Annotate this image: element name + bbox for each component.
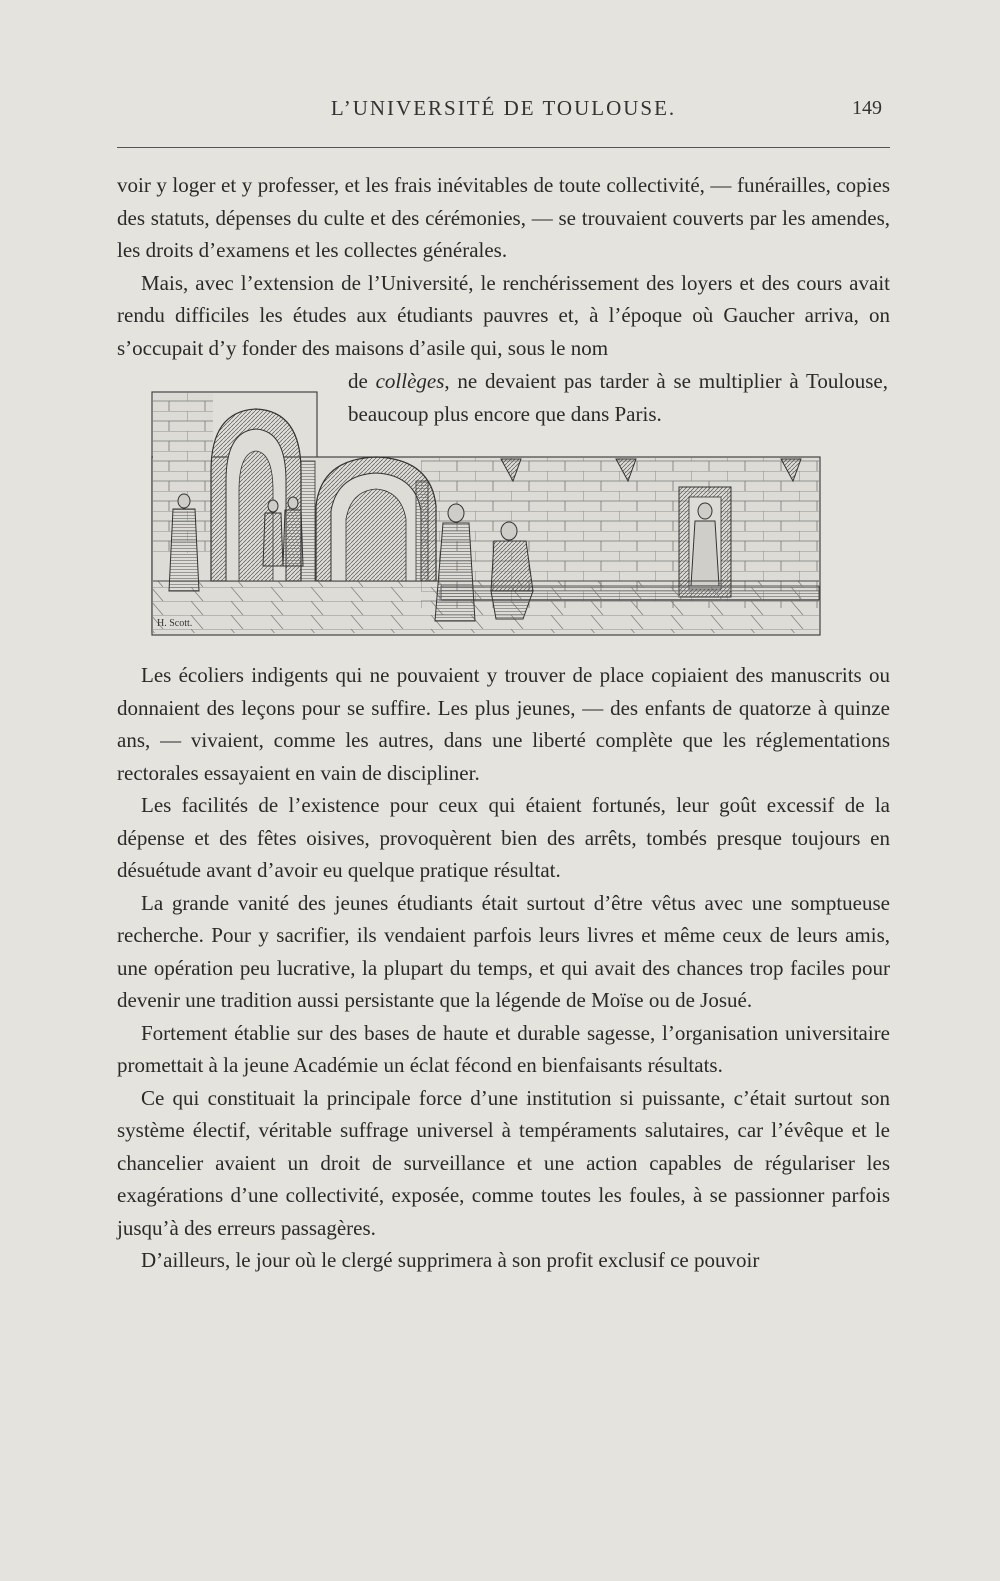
italic-term: collèges — [375, 369, 445, 393]
header-rule — [117, 147, 890, 148]
running-title: L’UNIVERSITÉ DE TOULOUSE. — [330, 96, 677, 120]
paragraph: Mais, avec l’extension de l’Université, le renchérissement des loyers et des cours avait rendu difficiles les études aux étudiants pauvres et, à l’époque où Gaucher arriva, on s’occupait d’y fonder des maisons d’asile qui, sous le nom — [117, 270, 890, 360]
paragraph: Les écoliers indigents qui ne pouvaient y trouver de place copiaient des manuscrits ou donnaient des leçons pour se suffire. Les plus jeunes, — des enfants de quatorze à quinze ans, — vivaient, comme les autres, dans une liberté complète que les réglementations rectorales essayaient en vain de discipliner. — [117, 663, 890, 785]
engraver-signature: H. Scott. — [157, 618, 193, 629]
cloister-engraving-icon — [151, 391, 821, 637]
paragraph: Ce qui constituait la principale force d’une institution si puissante, c’était surtout son système électif, véritable suffrage universel à tempéraments salutaires, car l’évêque et le chancelier avaient un droit de surveillance et une action capables de régulariser les exagérations d’une collectivité, exposée, comme toutes les foules, à se passionner parfois jusqu’à des erreurs passagères. — [117, 1085, 890, 1240]
page-number: 149 — [852, 97, 882, 119]
paragraph: La grande vanité des jeunes étudiants était surtout d’être vêtus avec une somptueuse recherche. Pour y sacrifier, ils vendaient parfois leurs livres et même ceux de leurs amis, une opération peu lucrative, la plupart du temps, et qui avait des chances trop faciles pour devenir une tradition aussi persistante que la légende de Moïse ou de Josué. — [117, 890, 890, 1012]
cloister-engraving — [151, 391, 821, 637]
text-block-top — [117, 169, 890, 364]
text-block-bottom — [117, 659, 890, 1277]
paragraph: Fortement établie sur des bases de haute et durable sagesse, l’organisation universitaire promettait à la jeune Académie un éclat fécond en bienfaisants résultats. — [117, 1020, 890, 1077]
page-header — [117, 96, 890, 126]
paragraph: voir y loger et y professer, et les frais inévitables de toute collectivité, — funérailles, copies des statuts, dépenses du culte et des cérémonies, — se trouvaient couverts par les amendes, les droits d’examens et les collectes générales. — [117, 173, 890, 262]
text-run: , ne devaient pas tarder à se multiplier à Toulouse, beaucoup plus encore que dans Paris. — [348, 369, 888, 426]
paragraph: D’ailleurs, le jour où le clergé supprimera à son profit exclusif ce pouvoir — [141, 1248, 760, 1272]
paragraph: Les facilités de l’existence pour ceux qui étaient fortunés, leur goût excessif de la dépense et des fêtes oisives, provoquèrent bien des arrêts, tombés presque toujours en désuétude avant d’avoir eu quelque pratique résultat. — [117, 793, 890, 882]
text-run: de — [348, 369, 376, 393]
